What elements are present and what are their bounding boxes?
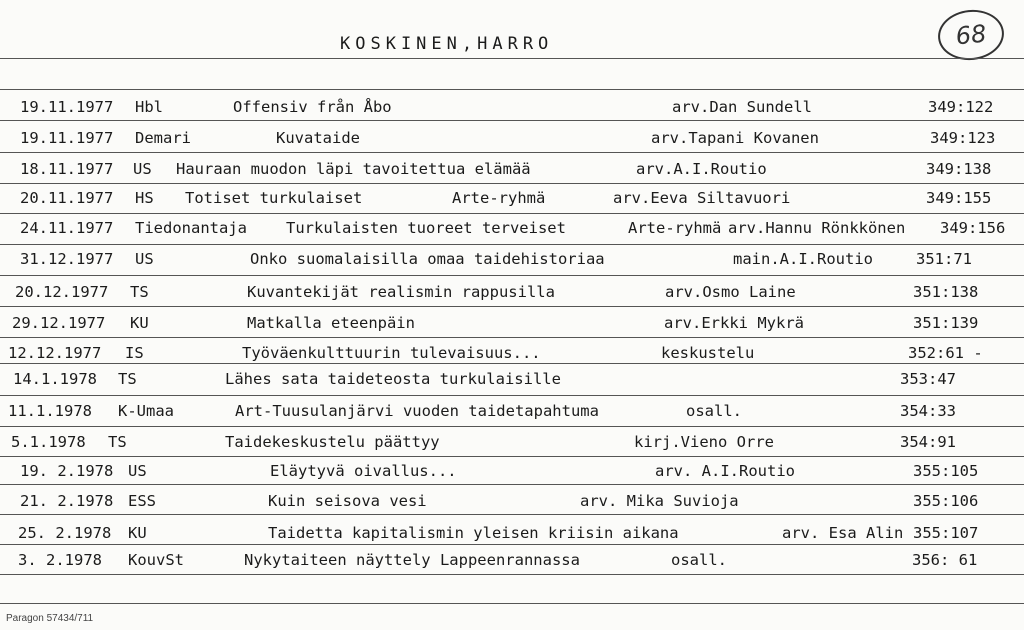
entry-date: 12.12.1977: [8, 344, 102, 362]
rule-line: [0, 89, 1024, 90]
entry-date: 19. 2.1978: [20, 462, 114, 480]
entry-ref: 351:138: [913, 283, 979, 301]
entry-title: Offensiv från Åbo: [233, 98, 392, 116]
entry-row: [0, 402, 1024, 426]
entry-source: IS: [125, 344, 144, 362]
entry-date: 31.12.1977: [20, 250, 114, 268]
entry-date: 11.1.1978: [8, 402, 92, 420]
entry-title: Turkulaisten tuoreet terveiset: [286, 219, 566, 237]
entry-author: main.A.I.Routio: [733, 250, 873, 268]
entry-author: keskustelu: [661, 344, 755, 362]
entry-row: [0, 492, 1024, 516]
entry-row: [0, 524, 1024, 548]
entry-source: TS: [130, 283, 149, 301]
entry-row: [0, 344, 1024, 368]
entry-author: arv.A.I.Routio: [636, 160, 767, 178]
entry-source: K-Umaa: [118, 402, 174, 420]
entry-ref: 354:91: [900, 433, 956, 451]
entry-date: 24.11.1977: [20, 219, 114, 237]
entry-ref: 351:71: [916, 250, 972, 268]
entry-author: kirj.Vieno Orre: [634, 433, 774, 451]
entry-date: 14.1.1978: [13, 370, 97, 388]
printer-imprint: Paragon 57434/711: [6, 613, 94, 624]
entry-source: TS: [118, 370, 137, 388]
entry-row: [0, 129, 1024, 153]
entry-author: arv.Tapani Kovanen: [651, 129, 819, 147]
entry-date: 19.11.1977: [20, 98, 114, 116]
entry-title: Art-Tuusulanjärvi vuoden taidetapahtuma: [235, 402, 599, 420]
rule-line: [0, 275, 1024, 276]
entry-title: Nykytaiteen näyttely Lappeenrannassa: [244, 551, 580, 569]
entry-title: Kuvataide: [276, 129, 360, 147]
entry-ref: 349:155: [926, 189, 992, 207]
entry-source: Demari: [135, 129, 191, 147]
entry-title: Hauraan muodon läpi tavoitettua elämää: [176, 160, 531, 178]
entry-date: 3. 2.1978: [18, 551, 102, 569]
entry-author: arv.Osmo Laine: [665, 283, 796, 301]
entry-date: 19.11.1977: [20, 129, 114, 147]
entry-source: TS: [108, 433, 127, 451]
entry-author: arv.Dan Sundell: [672, 98, 812, 116]
rule-line: [0, 603, 1024, 604]
rule-line: [0, 395, 1024, 396]
entry-source: KU: [130, 314, 149, 332]
rule-line: [0, 58, 1024, 59]
rule-line: [0, 426, 1024, 427]
card-title: KOSKINEN,HARRO: [340, 34, 554, 54]
entry-row: [0, 433, 1024, 457]
entry-source: KU: [128, 524, 147, 542]
entry-author: osall.: [686, 402, 742, 420]
entry-date: 18.11.1977: [20, 160, 114, 178]
entry-author: arv.Erkki Mykrä: [664, 314, 804, 332]
entry-source: US: [135, 250, 154, 268]
entry-row: [0, 98, 1024, 122]
entry-author: osall.: [671, 551, 727, 569]
entry-title: Taidetta kapitalismin yleisen kriisin aikana: [268, 524, 679, 542]
entry-title: Kuvantekijät realismin rappusilla: [247, 283, 555, 301]
entry-date: 29.12.1977: [12, 314, 106, 332]
entry-date: 5.1.1978: [11, 433, 86, 451]
entry-ref: 349:138: [926, 160, 992, 178]
entry-ref: 353:47: [900, 370, 956, 388]
entry-source: US: [128, 462, 147, 480]
entry-source: US: [133, 160, 152, 178]
entry-title: Eläytyvä oivallus...: [270, 462, 457, 480]
entry-note: Arte-ryhmä: [452, 189, 546, 207]
entry-author: arv.Hannu Rönkkönen: [728, 219, 906, 237]
entry-row: [0, 462, 1024, 486]
entry-date: 21. 2.1978: [20, 492, 114, 510]
entry-source: Hbl: [135, 98, 163, 116]
entry-ref: 349:156: [940, 219, 1006, 237]
entry-ref: 351:139: [913, 314, 979, 332]
entry-row: [0, 219, 1024, 243]
rule-line: [0, 244, 1024, 245]
rule-line: [0, 213, 1024, 214]
entry-title: Matkalla eteenpäin: [247, 314, 415, 332]
entry-ref: 355:107: [913, 524, 979, 542]
entry-source: HS: [135, 189, 154, 207]
entry-date: 20.12.1977: [15, 283, 109, 301]
entry-row: [0, 189, 1024, 213]
entry-ref: 349:122: [928, 98, 994, 116]
entry-row: [0, 250, 1024, 274]
entry-title: Taidekeskustelu päättyy: [225, 433, 440, 451]
entry-title: Kuin seisova vesi: [268, 492, 427, 510]
entry-author: arv. A.I.Routio: [655, 462, 795, 480]
entry-author: arv. Esa Alin: [782, 524, 904, 542]
entry-source: ESS: [128, 492, 156, 510]
entry-ref: 355:105: [913, 462, 979, 480]
entry-source: KouvSt: [128, 551, 184, 569]
entry-row: [0, 283, 1024, 307]
entry-row: [0, 314, 1024, 338]
entry-title: Työväenkulttuurin tulevaisuus...: [242, 344, 541, 362]
entry-ref: 356: 61: [912, 551, 978, 569]
entry-note: Arte-ryhmä: [628, 219, 722, 237]
entry-title: Lähes sata taideteosta turkulaisille: [225, 370, 561, 388]
entry-ref: 354:33: [900, 402, 956, 420]
entry-title: Totiset turkulaiset: [185, 189, 363, 207]
entry-title: Onko suomalaisilla omaa taidehistoriaa: [250, 250, 605, 268]
entry-ref: 349:123: [930, 129, 996, 147]
entry-row: [0, 551, 1024, 575]
entry-row: [0, 370, 1024, 394]
entry-author: arv.Eeva Siltavuori: [613, 189, 791, 207]
entry-ref: 355:106: [913, 492, 979, 510]
entry-source: Tiedonantaja: [135, 219, 247, 237]
entry-date: 25. 2.1978: [18, 524, 112, 542]
entry-date: 20.11.1977: [20, 189, 114, 207]
entry-row: [0, 160, 1024, 184]
entry-ref: 352:61 -: [908, 344, 983, 362]
entry-author: arv. Mika Suvioja: [580, 492, 739, 510]
card-number: 68: [936, 7, 1007, 64]
